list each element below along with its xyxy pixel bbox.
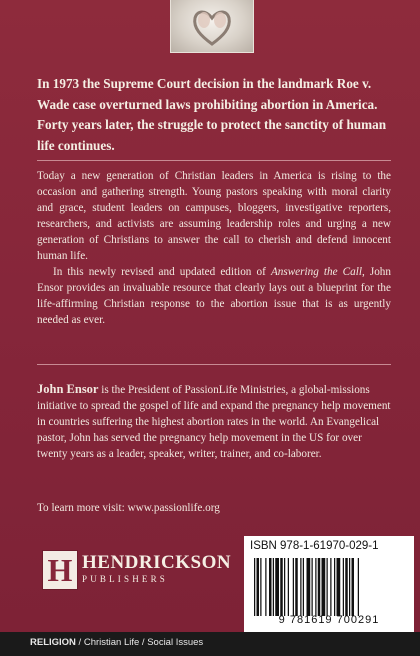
author-bio [37, 381, 391, 462]
publisher-logo-letter: H [47, 552, 73, 588]
barcode-bar [349, 558, 350, 616]
barcode-bar [295, 558, 298, 616]
barcode-bar [312, 558, 313, 616]
learn-more-link[interactable]: To learn more visit: www.passionlife.org [37, 502, 220, 514]
barcode-bar [288, 558, 289, 616]
barcode-bar [330, 558, 331, 616]
lead-paragraph: In 1973 the Supreme Court decision in the landmark Roe v. Wade case overturned laws prohibiting abortion in America. Forty years later, the struggle to protect the sanctity of human life continues. [37, 76, 387, 153]
barcode-bar [275, 558, 279, 616]
barcode-bar [327, 558, 328, 616]
publisher-logo-mark [42, 550, 78, 590]
barcode-bar [273, 558, 274, 616]
divider-bottom [37, 364, 391, 365]
book-title: Answering the Call [270, 266, 362, 278]
barcode-bar [322, 558, 326, 616]
author-name: John Ensor [37, 382, 99, 396]
barcode-bar [307, 558, 311, 616]
barcode-bar [269, 558, 272, 616]
barcode-bar [358, 558, 359, 616]
publisher-subtitle: PUBLISHERS [82, 574, 169, 584]
barcode-bar [318, 558, 321, 616]
barcode-bar [315, 558, 316, 616]
divider-top [37, 160, 391, 161]
barcode-bar [254, 558, 255, 616]
barcode-bar [343, 558, 344, 616]
author-bio-text: is the President of PassionLife Ministries, a global-missions initiative to spread the gospel of life and expand the pregnancy help movement in countries suffering the highest abortion rates in the world. An Evangelical pastor, John has served the pregnancy help movement in the US for over twenty years as a leader, speaker, writer, trainer, and co-laborer. [37, 384, 391, 460]
barcode-bar [265, 558, 266, 616]
barcode-bar [300, 558, 301, 616]
barcode-bar [284, 558, 285, 616]
description [37, 168, 391, 328]
barcode-bar [337, 558, 341, 616]
description-paragraph-2: In this newly revised and updated edition of Answering the Call, John Ensor provides an invaluable resource that clearly lays out a blueprint for the life-affirming Christian response to the abortion issue that is as urgently needed as ever. [37, 266, 391, 326]
baby-hands-heart-photo [170, 0, 254, 53]
barcode-bar [260, 558, 261, 616]
publisher-logo [42, 550, 232, 590]
category-label: RELIGION / Christian Life / Social Issues [30, 637, 204, 648]
publisher-name: HENDRICKSON [82, 552, 232, 573]
barcode-bar [293, 558, 294, 616]
isbn-text: ISBN 978-1-61970-029-1 [250, 540, 379, 552]
barcode-bar [303, 558, 304, 616]
barcode-panel [244, 536, 414, 632]
description-paragraph-1: Today a new generation of Christian leaders in America is rising to the occasion and gathering strength. Young pastors speaking with moral clarity and grace, student leaders on campuses, bloggers, investigative reporters, researchers, and activists are assuming leadership roles and urging a new generation of Christians to answer the call to cherish and defend innocent human life. [37, 170, 391, 262]
barcode-icon [252, 558, 406, 616]
barcode-bar [257, 558, 260, 616]
barcode-bar [280, 558, 283, 616]
barcode-bar [345, 558, 348, 616]
barcode-bar [334, 558, 335, 616]
barcode-number: 9 781619 700291 [278, 614, 380, 626]
barcode-bar [352, 558, 355, 616]
